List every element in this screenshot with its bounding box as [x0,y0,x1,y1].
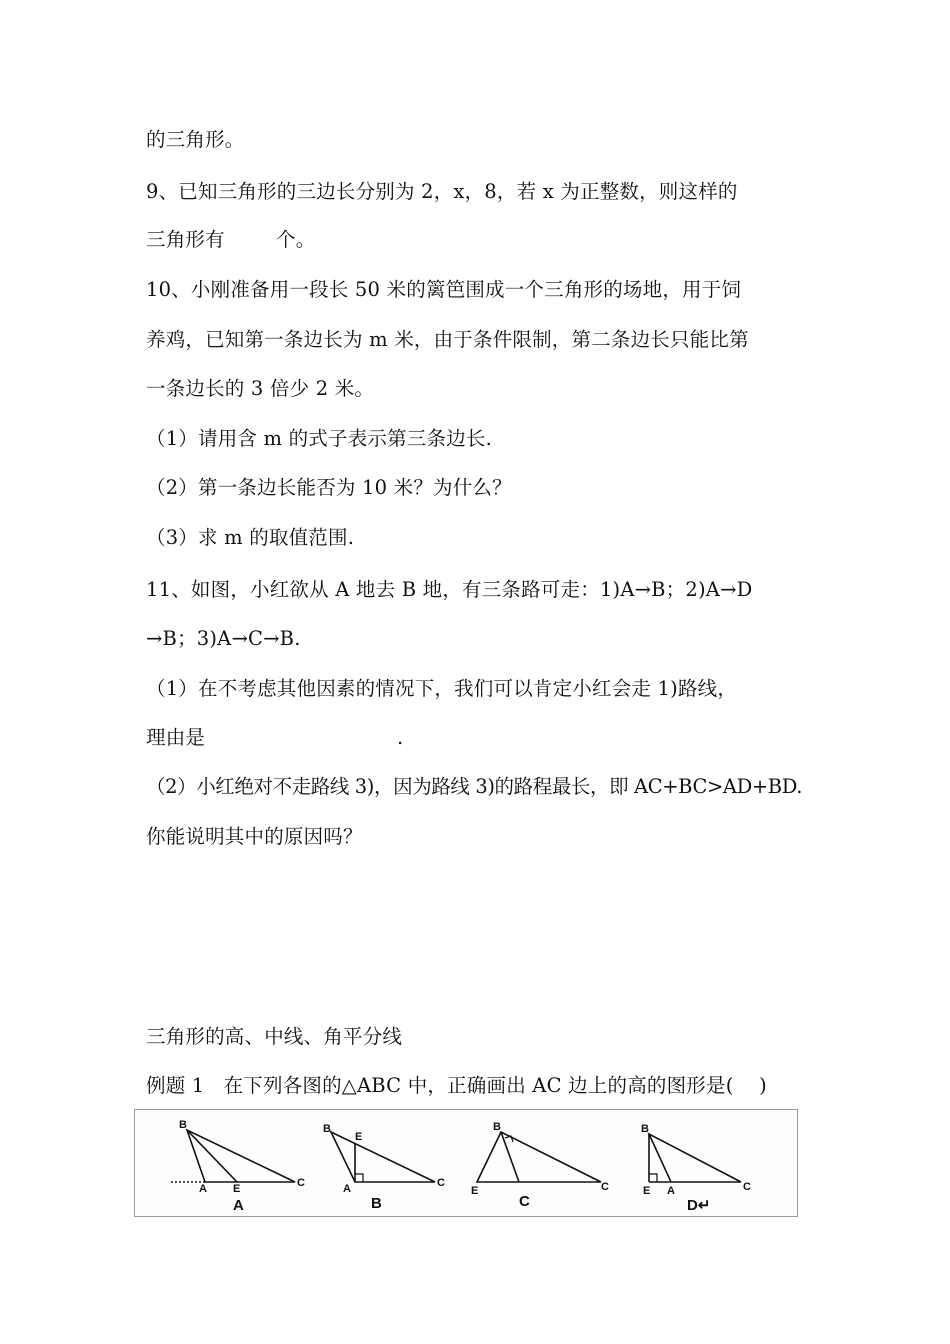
text-line: 理由是 . [146,726,404,749]
panel-a-label-a: A [199,1183,207,1195]
panel-b-label-a: A [343,1183,351,1195]
option-a-label: A [233,1197,244,1214]
option-c-label: C [519,1193,530,1210]
panel-a-label-b: B [179,1119,187,1131]
question-11: 11、如图，小红欲从 A 地去 B 地，有三条路可走：1)A→B；2)A→D [146,578,753,601]
panel-d-label-b: B [641,1123,649,1135]
panel-b-label-e: E [355,1131,363,1143]
panel-d-label-a: A [667,1185,675,1197]
panel-c [477,1132,601,1182]
text-line: 你能说明其中的原因吗？ [146,825,363,848]
panel-a [171,1130,295,1182]
subquestion: （1）请用含 m 的式子表示第三条边长. [146,427,492,450]
section-heading: 三角形的高、中线、角平分线 [146,1025,403,1048]
option-b-label: B [371,1195,382,1212]
panel-d [649,1134,741,1182]
panel-c-label-c: C [601,1181,609,1193]
question-9: 9、已知三角形的三边长分别为 2，x，8，若 x 为正整数，则这样的 [146,180,738,203]
panel-a-label-c: C [297,1177,305,1189]
panel-d-label-c: C [743,1181,751,1193]
subquestion: （2）第一条边长能否为 10 米？为什么？ [146,476,512,499]
text-line: 养鸡，已知第一条边长为 m 米，由于条件限制，第二条边长只能比第 [146,328,749,351]
panel-b-label-b: B [323,1123,331,1135]
panel-a-label-e: E [233,1183,241,1195]
question-10: 10、小刚准备用一段长 50 米的篱笆围成一个三角形的场地，用于饲 [146,278,742,301]
panel-b [331,1132,435,1182]
panel-c-label-e: E [471,1185,479,1197]
subquestion: （1）在不考虑其他因素的情况下，我们可以肯定小红会走 1)路线， [146,677,738,700]
panel-d-label-e: E [643,1185,651,1197]
example-1: 例题 1 在下列各图的△ABC 中，正确画出 AC 边上的高的图形是( ) [146,1074,767,1097]
triangle-options-diagram [135,1110,797,1216]
text-line: →B；3)A→C→B. [146,627,301,650]
text-line: 一条边长的 3 倍少 2 米。 [146,377,375,400]
subquestion: （2）小红绝对不走路线 3)，因为路线 3)的路程最长，即 AC+BC>AD+BD. [146,775,803,798]
option-d-label: D↵ [687,1197,711,1214]
subquestion: （3）求 m 的取值范围. [146,526,355,549]
panel-c-label-b: B [493,1121,501,1133]
panel-b-label-c: C [437,1177,445,1189]
text-line: 的三角形。 [146,128,245,151]
triangle-figure [134,1109,798,1217]
text-line: 三角形有 个。 [146,228,316,251]
